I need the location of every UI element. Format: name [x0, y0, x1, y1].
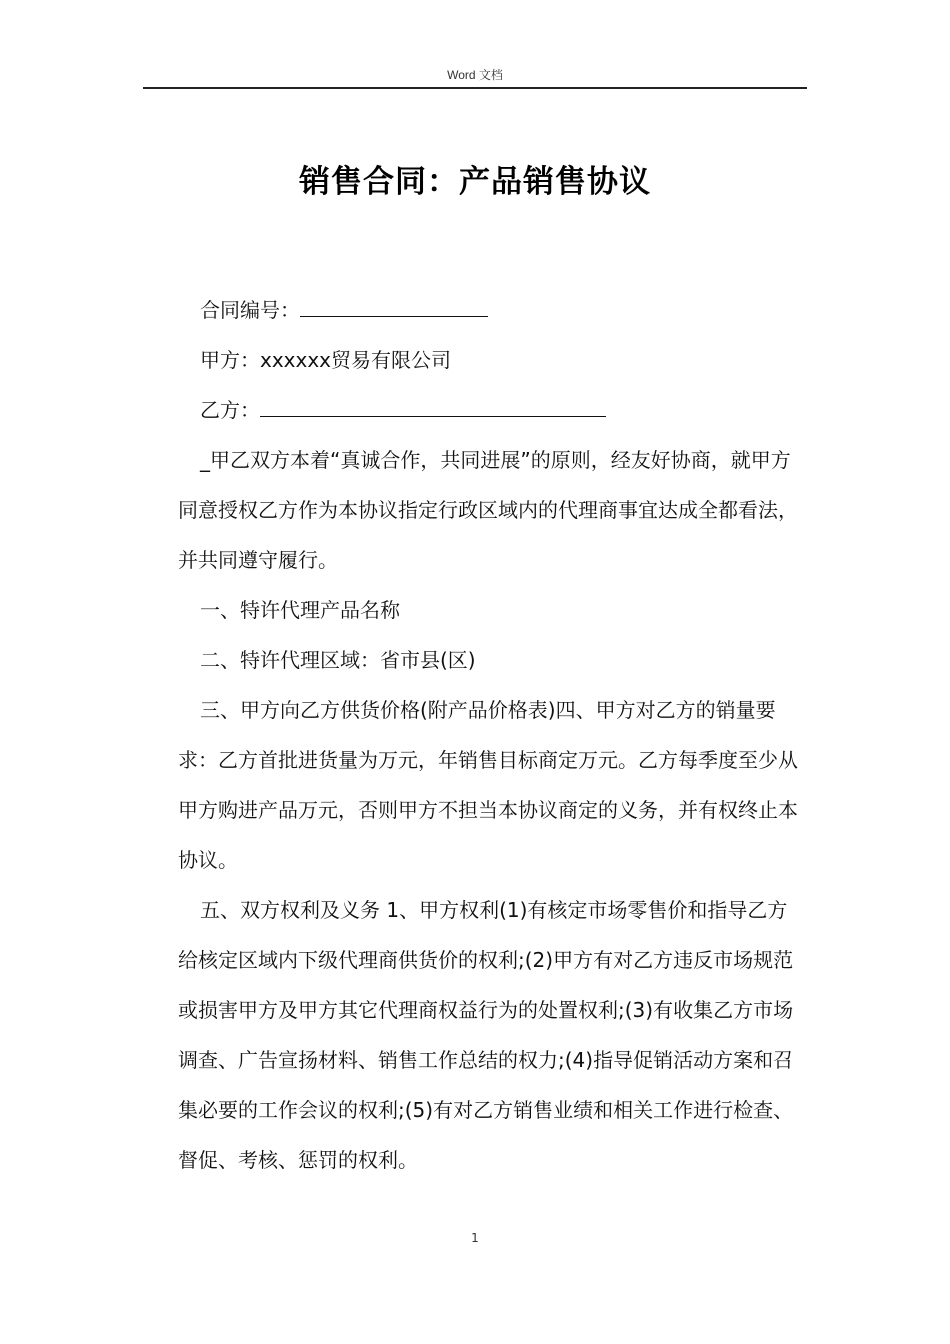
contract-number-blank: [300, 298, 488, 317]
document-body: [178, 285, 806, 1185]
header-divider: [143, 87, 807, 89]
party-a-value: xxxxxx贸易有限公司: [260, 348, 452, 372]
section-2-heading: 二、特许代理区域：省市县(区): [200, 648, 476, 672]
section-1-heading: 一、特许代理产品名称: [200, 598, 400, 622]
party-a-line: [178, 335, 806, 385]
intro-paragraph: _甲乙双方本着“真诚合作，共同进展”的原则，经友好协商，就甲方同意授权乙方作为本协议指定行政区域内的代理商事宜达成全都看法，并共同遵守履行。: [178, 448, 798, 572]
page-number: 1: [471, 1231, 479, 1245]
contract-number-label: 合同编号：: [200, 298, 300, 322]
document-title: 销售合同：产品销售协议: [299, 164, 651, 200]
party-b-line: [178, 385, 806, 435]
party-b-label: 乙方：: [200, 398, 260, 422]
section-5-paragraph: 五、双方权利及义务 1、甲方权利(1)有核定市场零售价和指导乙方给核定区域内下级代理商供货价的权利;(2)甲方有对乙方违反市场规范或损害甲方及甲方其它代理商权益行为的处置权利;(3)有收集乙方市场调查、广告宣扬材料、销售工作总结的权力;(4)指导促销活动方案和召集必要的工作会议的权利;(5)有对乙方销售业绩和相关工作进行检查、督促、考核、惩罚的权利。: [178, 898, 794, 1172]
contract-number-line: [178, 285, 806, 335]
section-3-paragraph: 三、甲方向乙方供货价格(附产品价格表)四、甲方对乙方的销量要求：乙方首批进货量为万元，年销售目标商定万元。乙方每季度至少从甲方购进产品万元，否则甲方不担当本协议商定的义务，并有权终止本协议。: [178, 698, 798, 872]
page-header-label: Word 文档: [447, 68, 503, 82]
party-b-blank: [260, 398, 606, 417]
party-a-label: 甲方：: [200, 348, 260, 372]
